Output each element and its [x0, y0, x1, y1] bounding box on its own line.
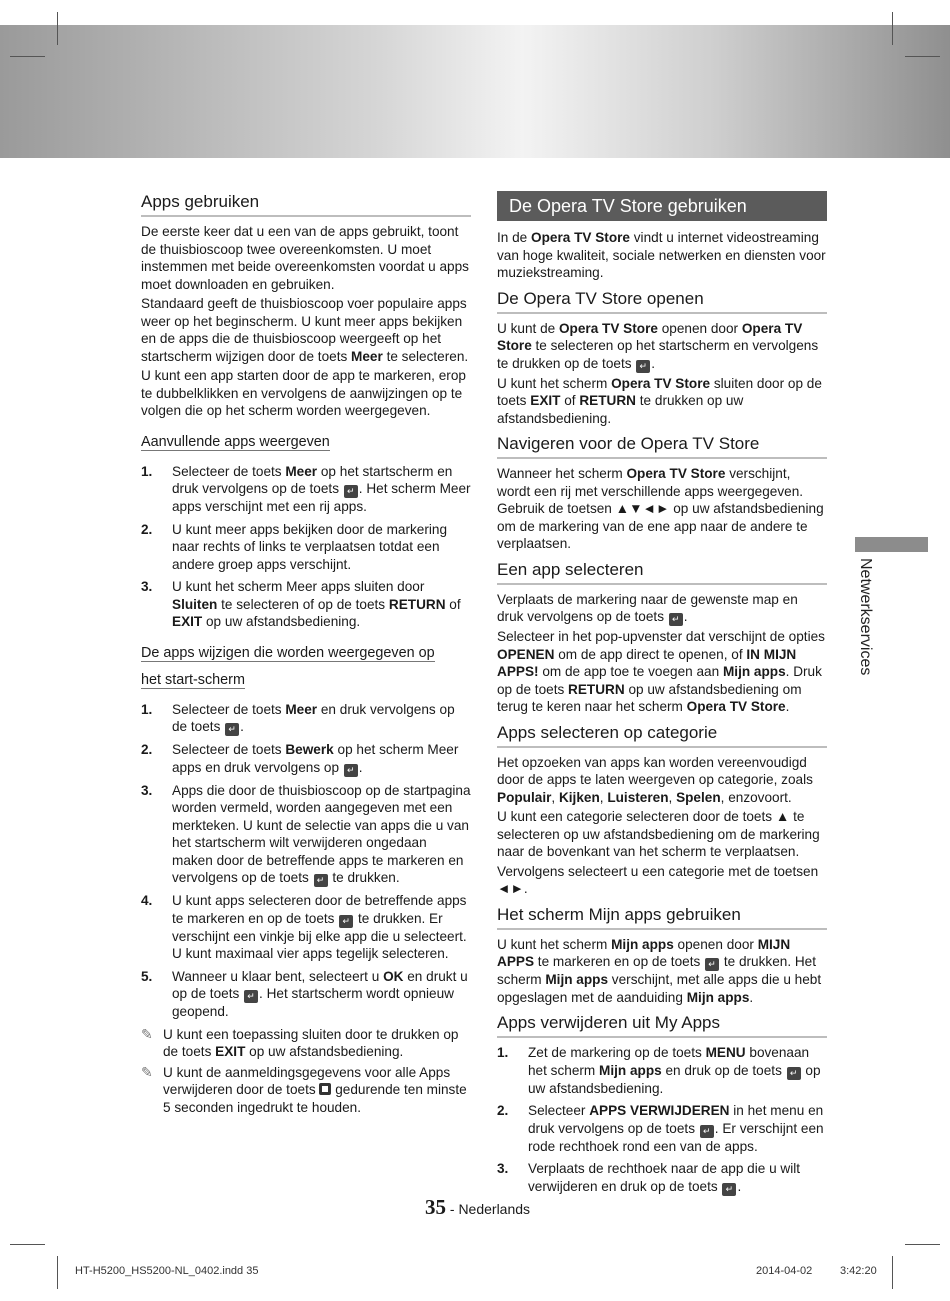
- section-title: Apps verwijderen uit My Apps: [497, 1012, 827, 1038]
- enter-key-icon: ↵: [787, 1067, 801, 1080]
- section-title: Apps selecteren op categorie: [497, 722, 827, 748]
- footer-file: HT-H5200_HS5200-NL_0402.indd 35: [75, 1265, 259, 1277]
- list-item: 2. U kunt meer apps bekijken door de markering naar rechts of links te verplaatsen totdat een andere groep apps verschijnt.: [141, 521, 448, 572]
- footer-time: 3:42:20: [840, 1265, 877, 1277]
- paragraph: Verplaats de markering naar de gewenste map en druk vervolgens op de toets ↵ .: [497, 591, 798, 624]
- list-item: 1. Selecteer de toets Meer en druk vervolgens op de toets ↵ .: [141, 701, 455, 734]
- crop-mark: [892, 12, 893, 45]
- stop-key-icon: [319, 1083, 331, 1095]
- paragraph: Selecteer in het pop-upvenster dat verschijnt de opties OPENEN om de app direct te openen, of IN MIJN APPS! om de app toe te voegen aan Mijn apps. Druk op de toets RETURN op uw afstandsbediening om terug te keren naar het scherm Opera TV Store.: [497, 629, 825, 714]
- enter-key-icon: ↵: [225, 723, 239, 736]
- pencil-note-icon: ✎: [141, 1025, 153, 1042]
- enter-key-icon: ↵: [314, 874, 328, 887]
- section-title: De Opera TV Store openen: [497, 288, 827, 314]
- list-item: 2. Selecteer APPS VERWIJDEREN in het menu en druk vervolgens op de toets ↵ . Er verschijnt een rode rechthoek rond een van de apps.: [497, 1103, 824, 1154]
- section-title: Het scherm Mijn apps gebruiken: [497, 904, 827, 930]
- crop-mark: [905, 1244, 940, 1245]
- page-number: 35 - Nederlands: [425, 1195, 531, 1219]
- section-banner: De Opera TV Store gebruiken: [497, 191, 827, 221]
- list-item: 1. Zet de markering op de toets MENU bovenaan het scherm Mijn apps en druk op de toets ↵ op uw afstandsbediening.: [497, 1045, 821, 1096]
- section-title: Apps gebruiken: [141, 191, 471, 217]
- header-band: [0, 25, 950, 158]
- paragraph: Het opzoeken van apps kan worden vereenvoudigd door de apps te laten weergeven op categorie, zoals Populair, Kijken, Luisteren, Spelen, enzovoort.: [497, 754, 813, 805]
- paragraph: Wanneer het scherm Opera TV Store verschijnt, wordt een rij met verschillende apps weergegeven. Gebruik de toetsen ▲▼◄► op uw afstandsbediening om de markering van de ene app naar de andere te verplaatsen.: [497, 466, 824, 551]
- note: ✎ U kunt een toepassing sluiten door te drukken op de toets EXIT op uw afstandsbediening.: [141, 1025, 459, 1059]
- enter-key-icon: ↵: [722, 1183, 736, 1196]
- steps-list: [141, 463, 471, 631]
- note: ✎ U kunt de aanmeldingsgegevens voor alle Apps verwijderen door de toets gedurende ten minste 5 seconden ingedrukt te houden.: [141, 1063, 467, 1115]
- subheading: De apps wijzigen die worden weergegeven op: [141, 644, 435, 661]
- paragraph: Standaard geeft de thuisbioscoop voer populaire apps weer op het beginscherm. U kunt meer apps bekijken en de apps die de thuisbioscoop weergeeft op het startscherm wijzigen door de toets Meer te selecteren.: [141, 296, 469, 364]
- enter-key-icon: ↵: [705, 958, 719, 971]
- enter-key-icon: ↵: [344, 764, 358, 777]
- paragraph: De eerste keer dat u een van de apps gebruikt, toont de thuisbioscoop twee overeenkomsten. U moet instemmen met beide overeenkomsten voordat u apps moet downloaden en gebruiken.: [141, 224, 469, 292]
- crop-mark: [10, 1244, 45, 1245]
- enter-key-icon: ↵: [339, 915, 353, 928]
- paragraph: U kunt de Opera TV Store openen door Opera TV Store te selecteren op het startscherm en vervolgens te drukken op de toets ↵ .: [497, 320, 819, 371]
- steps-list: [497, 1044, 827, 1196]
- right-column: [497, 191, 827, 1201]
- list-item: 3. Verplaats de rechthoek naar de app die u wilt verwijderen en druk op de toets ↵ .: [497, 1161, 801, 1194]
- side-tab-label: Netwerkservices: [857, 558, 874, 676]
- list-item: 5. Wanneer u klaar bent, selecteert u OK en drukt u op de toets ↵ . Het startscherm wordt opnieuw geopend.: [141, 968, 468, 1019]
- steps-list: [141, 701, 471, 1021]
- enter-key-icon: ↵: [344, 485, 358, 498]
- subheading: het start-scherm: [141, 671, 245, 688]
- list-item: 2. Selecteer de toets Bewerk op het scherm Meer apps en druk vervolgens op ↵ .: [141, 742, 459, 775]
- crop-mark: [57, 1256, 58, 1289]
- crop-mark: [905, 56, 940, 57]
- side-tab-marker: [855, 537, 928, 552]
- left-column: [141, 191, 471, 1119]
- subheading: Aanvullende apps weergeven: [141, 433, 330, 450]
- enter-key-icon: ↵: [244, 990, 258, 1003]
- crop-mark: [57, 12, 58, 45]
- paragraph: U kunt een app starten door de app te markeren, erop te dubbelklikken en vervolgens de aanwijzingen op te volgen die op het scherm worden weergegeven.: [141, 368, 466, 418]
- crop-mark: [892, 1256, 893, 1289]
- paragraph: Vervolgens selecteert u een categorie met de toetsen ◄►.: [497, 863, 819, 896]
- section-title: Navigeren voor de Opera TV Store: [497, 433, 827, 459]
- enter-key-icon: ↵: [700, 1125, 714, 1138]
- footer-date: 2014-04-02: [756, 1265, 813, 1277]
- paragraph: In de Opera TV Store vindt u internet videostreaming van hoge kwaliteit, sociale netwerken en diensten voor muziekstreaming.: [497, 230, 826, 280]
- enter-key-icon: ↵: [669, 613, 683, 626]
- list-item: 3. Apps die door de thuisbioscoop op de startpagina worden vermeld, worden aangegeven met een merkteken. U kunt de selectie van apps die u van het startscherm wilt verwijderen ongedaan maken door de betreffende apps te markeren en vervolgens op de toets ↵ te drukken.: [141, 782, 471, 885]
- section-title: Een app selecteren: [497, 559, 827, 585]
- list-item: 3. U kunt het scherm Meer apps sluiten door Sluiten te selecteren of op de toets RETURN of EXIT op uw afstandsbediening.: [141, 579, 461, 629]
- list-item: 1. Selecteer de toets Meer op het startscherm en druk vervolgens op de toets ↵ . Het scherm Meer apps verschijnt met een rij apps.: [141, 463, 471, 514]
- paragraph: U kunt het scherm Mijn apps openen door MIJN APPS te markeren en op de toets ↵ te drukken. Het scherm Mijn apps verschijnt, met alle apps die u hebt opgeslagen met de aanduiding Mijn apps.: [497, 936, 822, 1005]
- paragraph: U kunt het scherm Opera TV Store sluiten door op de toets EXIT of RETURN te drukken op uw afstandsbediening.: [497, 375, 822, 426]
- crop-mark: [10, 56, 45, 57]
- list-item: 4. U kunt apps selecteren door de betreffende apps te markeren en op de toets ↵ te drukken. Er verschijnt een vinkje bij elke app die u selecteert. U kunt maximaal vier apps tegelijk selecteren.: [141, 893, 467, 961]
- pencil-note-icon: ✎: [141, 1063, 153, 1080]
- enter-key-icon: ↵: [636, 360, 650, 373]
- paragraph: U kunt een categorie selecteren door de toets ▲ te selecteren op uw afstandsbediening om de markering naar de bovenkant van het scherm te verplaatsen.: [497, 809, 820, 859]
